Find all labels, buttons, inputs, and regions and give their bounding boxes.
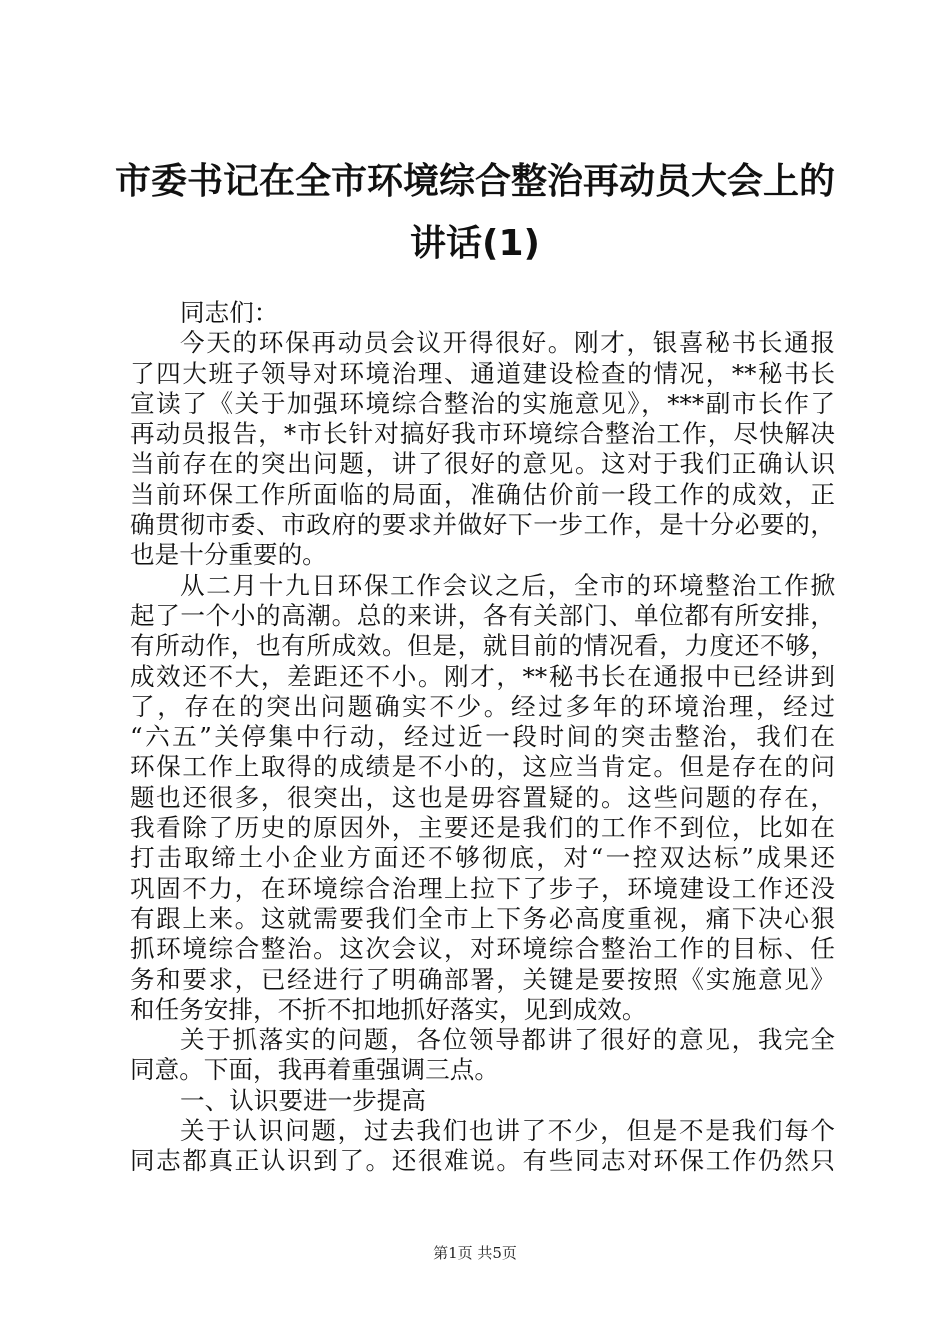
- body-line: 同志都真正认识到了。还很难说。有些同志对环保工作仍然只: [130, 1146, 835, 1176]
- salutation: 同志们：: [180, 298, 279, 327]
- body-line: 巩固不力，在环境综合治理上拉下了步子，环境建设工作还没: [130, 873, 835, 903]
- body-line: 关于抓落实的问题，各位领导都讲了很好的意见，我完全: [180, 1025, 835, 1055]
- body-line: 和任务安排，不折不扣地抓好落实，见到成效。: [130, 994, 647, 1024]
- body-line: 成效还不大，差距还不小。刚才，**秘书长在通报中已经讲到: [130, 661, 835, 691]
- body-line: 同意。下面，我再着重强调三点。: [130, 1055, 499, 1085]
- body-line: 宣读了《关于加强环境综合整治的实施意见》，***副市长作了: [130, 388, 835, 418]
- body-line: 再动员报告，*市长针对搞好我市环境综合整治工作，尽快解决: [130, 419, 835, 449]
- body-line: 关于认识问题，过去我们也讲了不少，但是不是我们每个: [180, 1116, 835, 1146]
- body-line: 抓环境综合整治。这次会议，对环境综合整治工作的目标、任: [130, 934, 835, 964]
- body-line: 有所动作，也有所成效。但是，就目前的情况看，力度还不够，: [130, 631, 835, 661]
- body-line: 打击取缔土小企业方面还不够彻底，对“一控双达标”成果还: [130, 843, 835, 873]
- body-line: 当前存在的突出问题，讲了很好的意见。这对于我们正确认识: [130, 449, 835, 479]
- page-footer: 第1页 共5页: [433, 1244, 517, 1262]
- body-line: 起了一个小的高潮。总的来讲，各有关部门、单位都有所安排，: [130, 600, 835, 630]
- body-line: 当前环保工作所面临的局面，准确估价前一段工作的成效，正: [130, 479, 835, 509]
- body-line: “六五”关停集中行动，经过近一段时间的突击整治，我们在: [130, 722, 835, 752]
- body-line: 今天的环保再动员会议开得很好。刚才，银喜秘书长通报: [180, 328, 835, 358]
- section-heading: 一、认识要进一步提高: [180, 1085, 426, 1115]
- document-title-line-2: 讲话(1): [410, 223, 540, 264]
- document-title-line-1: 市委书记在全市环境综合整治再动员大会上的: [114, 161, 835, 202]
- body-line: 我看除了历史的原因外，主要还是我们的工作不到位，比如在: [130, 813, 835, 843]
- body-line: 题也还很多，很突出，这也是毋容置疑的。这些问题的存在，: [130, 782, 835, 812]
- body-line: 有跟上来。这就需要我们全市上下务必高度重视，痛下决心狠: [130, 903, 835, 933]
- document-body: [130, 298, 835, 1177]
- body-line: 了，存在的突出问题确实不少。经过多年的环境治理，经过: [130, 691, 835, 721]
- body-line: 务和要求，已经进行了明确部署，关键是要按照《实施意见》: [130, 964, 835, 994]
- body-line: 确贯彻市委、市政府的要求并做好下一步工作，是十分必要的，: [130, 510, 835, 540]
- body-line: 环保工作上取得的成绩是不小的，这应当肯定。但是存在的问: [130, 752, 835, 782]
- body-line: 也是十分重要的。: [130, 540, 327, 570]
- body-line: 从二月十九日环保工作会议之后，全市的环境整治工作掀: [180, 570, 835, 600]
- body-line: 了四大班子领导对环境治理、通道建设检查的情况，**秘书长: [130, 358, 835, 388]
